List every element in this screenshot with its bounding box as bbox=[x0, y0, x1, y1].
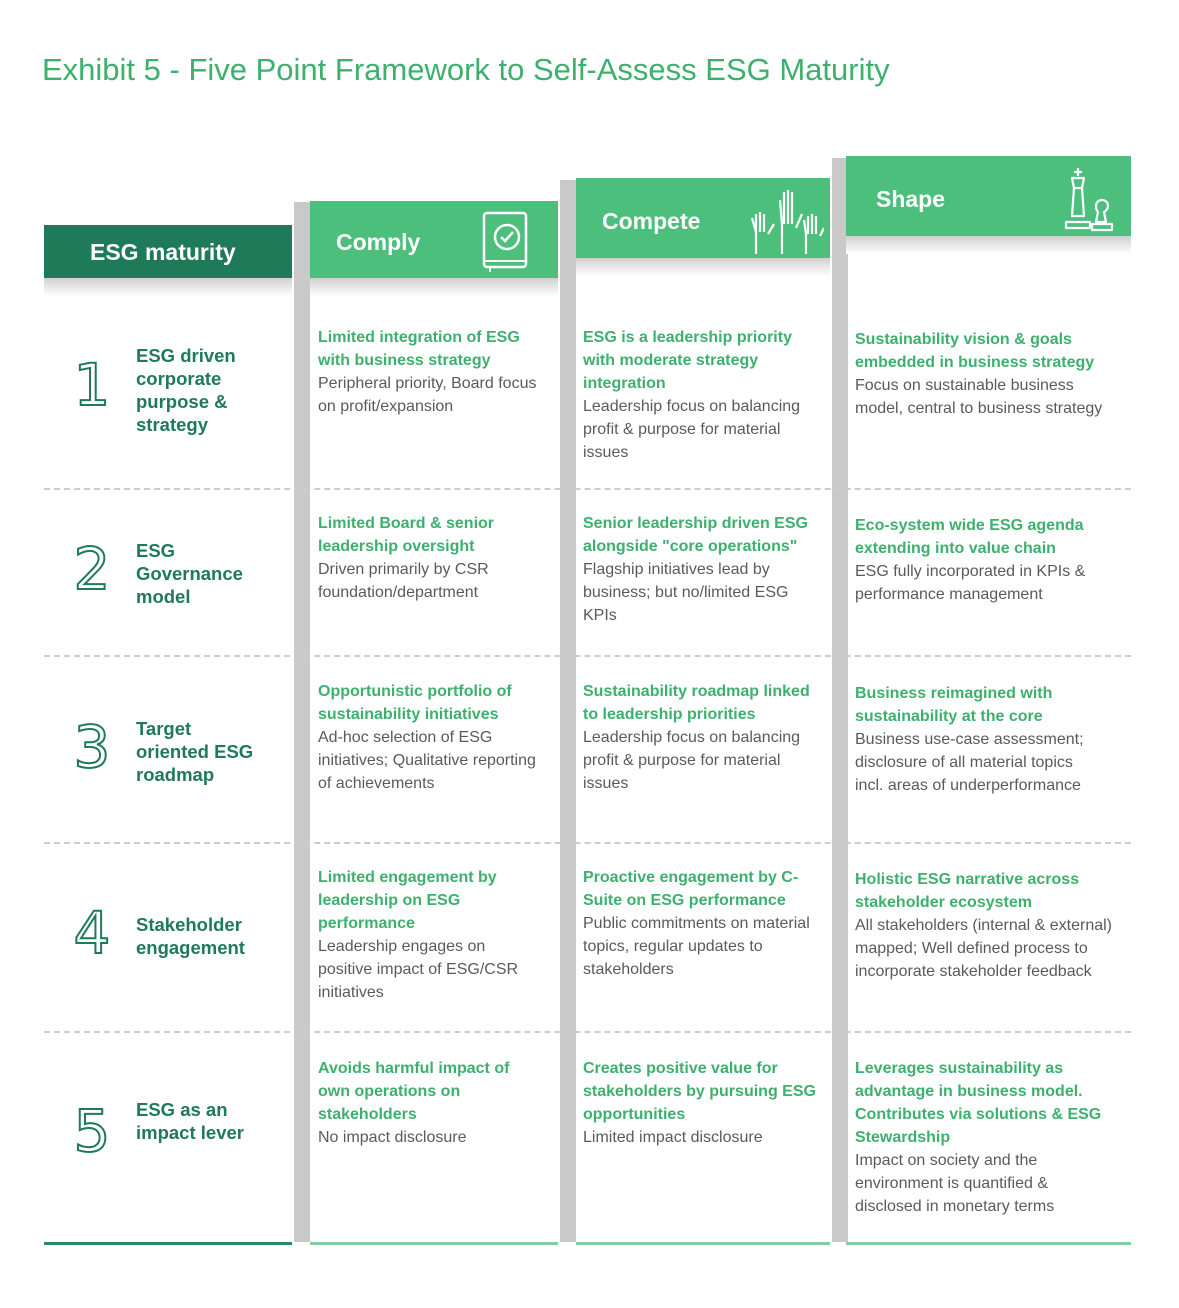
raised-hands-icon bbox=[748, 184, 824, 256]
compete-cell bbox=[583, 1057, 818, 1149]
cell-heading: Sustainability vision & goals embedded in business strategy bbox=[855, 331, 1095, 371]
cell-body: ESG fully incorporated in KPIs & performance management bbox=[855, 563, 1086, 603]
header-fade bbox=[44, 278, 292, 296]
row-label: ESG driven corporate purpose & strategy bbox=[136, 345, 236, 435]
compete-column-shadow bbox=[560, 180, 576, 1242]
row-separator bbox=[44, 488, 1131, 490]
header-fade bbox=[846, 236, 1131, 254]
cell-body: No impact disclosure bbox=[318, 1129, 467, 1146]
cell-body: Leadership focus on balancing profit & purpose for material issues bbox=[583, 729, 801, 792]
compete-cell bbox=[583, 866, 818, 981]
cell-heading: Limited engagement by leadership on ESG performance bbox=[318, 869, 497, 932]
row-label: ESG as an impact lever bbox=[136, 1099, 244, 1143]
row-separator bbox=[44, 655, 1131, 657]
cell-heading: Limited Board & senior leadership oversight bbox=[318, 515, 495, 555]
header-fade bbox=[310, 278, 558, 296]
cell-body: All stakeholders (internal & external) mapped; Well defined process to incorporate stakeholder feedback bbox=[855, 917, 1113, 980]
cell-heading: Eco-system wide ESG agenda extending into value chain bbox=[855, 517, 1084, 557]
cell-body: Focus on sustainable business model, central to business strategy bbox=[855, 377, 1103, 417]
cell-body: Leadership engages on positive impact of ESG/CSR initiatives bbox=[318, 938, 519, 1001]
cell-heading: Business reimagined with sustainability at the core bbox=[855, 685, 1053, 725]
comply-column-shadow bbox=[294, 202, 310, 1242]
header-fade bbox=[576, 258, 830, 276]
chess-pieces-icon bbox=[1060, 166, 1114, 234]
bottom-rule bbox=[846, 1242, 1131, 1245]
cell-heading: Sustainability roadmap linked to leadership priorities bbox=[583, 683, 810, 723]
cell-heading: Leverages sustainability as advantage in business model. Contributes via solutions & ESG Stewardship bbox=[855, 1060, 1102, 1146]
cell-heading: Holistic ESG narrative across stakeholder ecosystem bbox=[855, 871, 1080, 911]
row-number: 4 bbox=[73, 899, 111, 967]
cell-body: Leadership focus on balancing profit & purpose for material issues bbox=[583, 398, 801, 461]
shape-cell bbox=[855, 328, 1117, 420]
shape-cell bbox=[855, 1057, 1115, 1218]
cell-heading: Senior leadership driven ESG alongside "core operations" bbox=[583, 515, 808, 555]
comply-cell bbox=[318, 1057, 543, 1149]
row-number: 1 bbox=[73, 351, 111, 419]
cell-body: Peripheral priority, Board focus on profit/expansion bbox=[318, 375, 537, 415]
bottom-rule bbox=[44, 1242, 292, 1245]
row-label: Stakeholder engagement bbox=[136, 914, 245, 958]
row-label: Target oriented ESG roadmap bbox=[136, 718, 254, 785]
shape-header-label: Shape bbox=[876, 186, 946, 212]
row-number: 5 bbox=[73, 1097, 111, 1165]
compete-header bbox=[576, 178, 830, 258]
cell-body: Limited impact disclosure bbox=[583, 1129, 763, 1146]
cell-body: Flagship initiatives lead by business; but no/limited ESG KPIs bbox=[583, 561, 789, 624]
row-label: ESG Governance model bbox=[136, 540, 243, 607]
book-check-icon bbox=[478, 209, 534, 273]
shape-cell bbox=[855, 514, 1117, 606]
compete-cell bbox=[583, 326, 818, 464]
shape-header bbox=[846, 156, 1131, 236]
row-number: 2 bbox=[73, 535, 111, 603]
compete-cell bbox=[583, 680, 818, 795]
esg-maturity-header bbox=[44, 225, 292, 278]
cell-body: Business use-case assessment; disclosure of all material topics incl. areas of underperformance bbox=[855, 731, 1084, 794]
comply-cell bbox=[318, 512, 533, 604]
cell-body: Ad-hoc selection of ESG initiatives; Qualitative reporting of achievements bbox=[318, 729, 536, 792]
cell-heading: Limited integration of ESG with business strategy bbox=[318, 329, 520, 369]
cell-heading: Opportunistic portfolio of sustainability initiatives bbox=[318, 683, 512, 723]
cell-body: Public commitments on material topics, regular updates to stakeholders bbox=[583, 915, 810, 978]
exhibit-title: Exhibit 5 - Five Point Framework to Self-Assess ESG Maturity bbox=[42, 52, 890, 87]
esg-maturity-header-label: ESG maturity bbox=[90, 239, 236, 265]
bottom-rule bbox=[310, 1242, 558, 1245]
cell-body: Impact on society and the environment is quantified & disclosed in monetary terms bbox=[855, 1152, 1055, 1215]
comply-cell bbox=[318, 866, 543, 1004]
shape-column-shadow bbox=[832, 158, 848, 1242]
cell-heading: ESG is a leadership priority with moderate strategy integration bbox=[583, 329, 792, 392]
cell-heading: Avoids harmful impact of own operations on stakeholders bbox=[318, 1060, 510, 1123]
row-separator bbox=[44, 842, 1131, 844]
cell-body: Driven primarily by CSR foundation/department bbox=[318, 561, 489, 601]
compete-cell bbox=[583, 512, 823, 627]
row-separator bbox=[44, 1031, 1131, 1033]
comply-cell bbox=[318, 680, 543, 795]
comply-header bbox=[310, 201, 558, 278]
shape-cell bbox=[855, 682, 1105, 797]
cell-heading: Creates positive value for stakeholders by pursuing ESG opportunities bbox=[583, 1060, 816, 1123]
cell-heading: Proactive engagement by C-Suite on ESG performance bbox=[583, 869, 799, 909]
row-number: 3 bbox=[73, 713, 111, 781]
compete-header-label: Compete bbox=[602, 208, 701, 234]
shape-cell bbox=[855, 868, 1117, 983]
comply-header-label: Comply bbox=[336, 229, 421, 255]
comply-cell bbox=[318, 326, 543, 418]
bottom-rule bbox=[576, 1242, 830, 1245]
